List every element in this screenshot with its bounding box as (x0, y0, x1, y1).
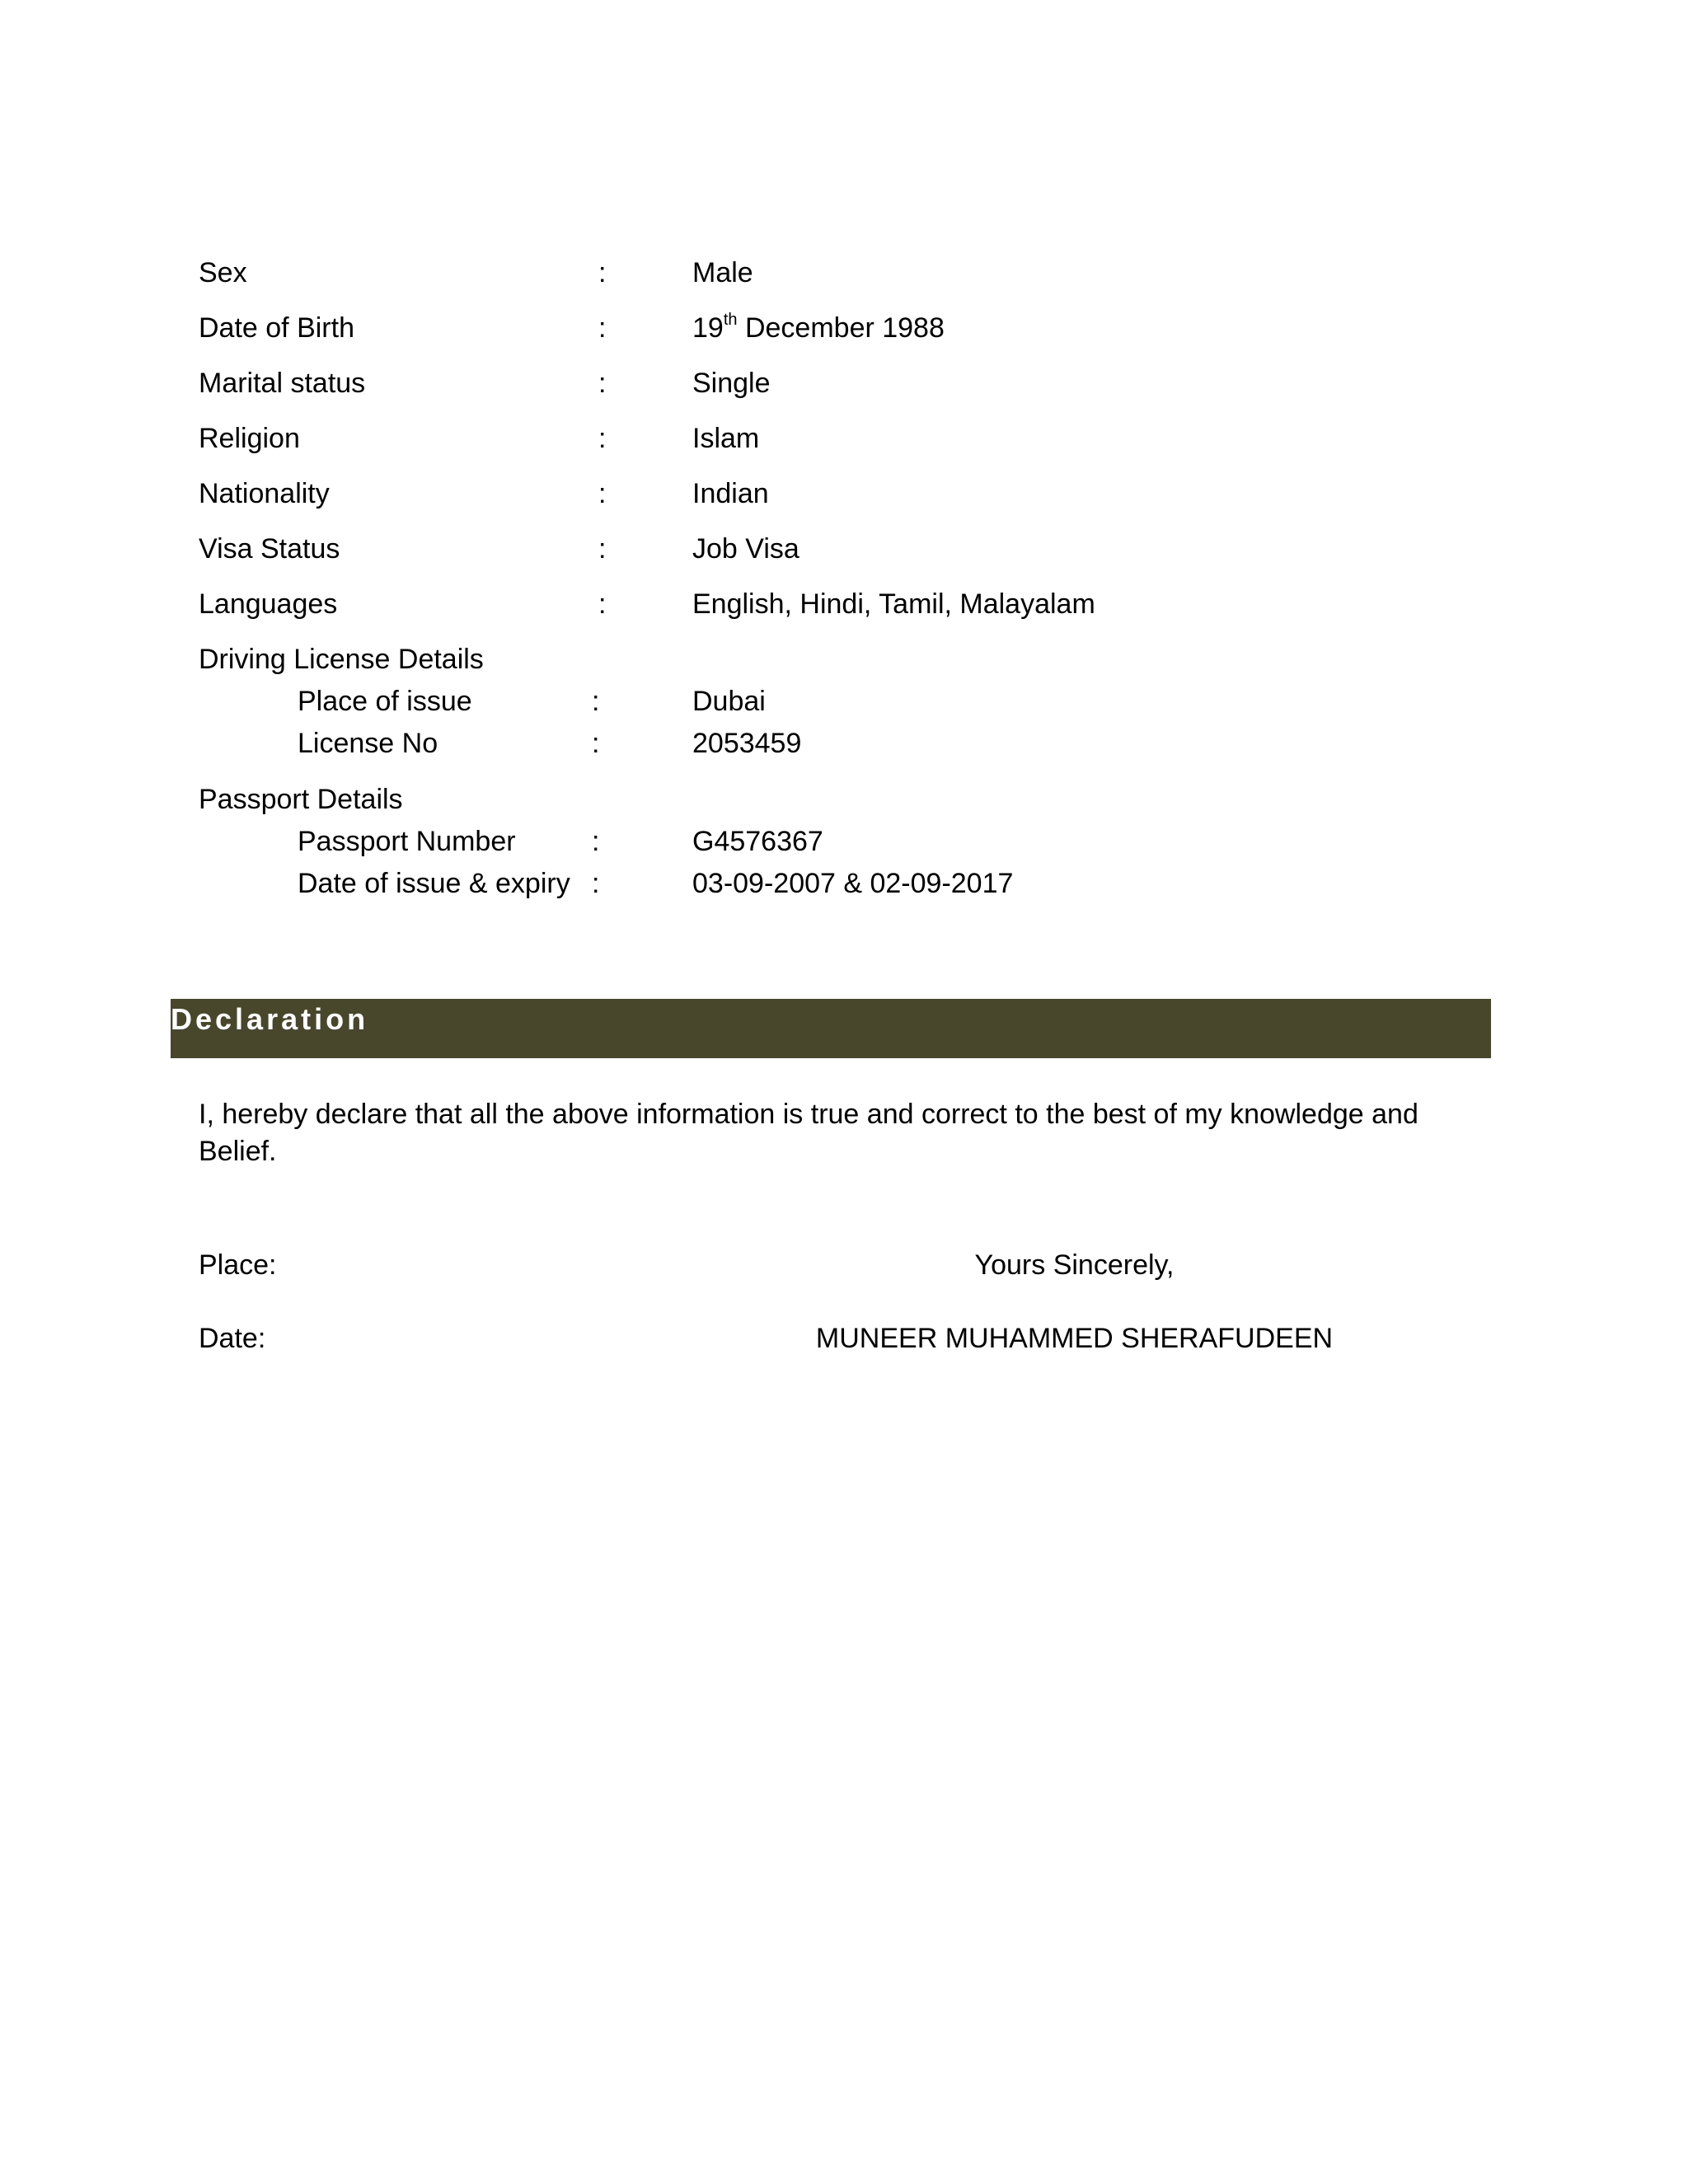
closing-text: Yours Sincerely, (974, 1249, 1175, 1281)
passport-dates-row (0, 862, 1688, 905)
driving-license-heading-row (0, 638, 1688, 681)
languages-separator: : (598, 588, 607, 620)
marital-status-row (0, 362, 1688, 405)
religion-row (0, 417, 1688, 460)
passport-dates-label: Date of issue & expiry (298, 868, 570, 899)
declaration-title: Declaration (171, 1002, 369, 1036)
passport-number-label: Passport Number (298, 826, 516, 857)
languages-label: Languages (199, 588, 338, 620)
license-place-separator: : (592, 686, 600, 717)
passport-number-row (0, 820, 1688, 863)
sex-label: Sex (199, 257, 247, 288)
license-number-label: License No (298, 728, 438, 759)
license-number-value: 2053459 (692, 728, 802, 759)
dob-row (0, 307, 1688, 349)
dob-separator: : (598, 312, 607, 344)
visa-status-separator: : (598, 533, 607, 565)
passport-heading-row (0, 778, 1688, 821)
dob-ordinal-suffix: th (723, 310, 738, 329)
passport-heading: Passport Details (199, 784, 403, 815)
signatory-name: MUNEER MUHAMMED SHERAFUDEEN (815, 1323, 1334, 1354)
place-label: Place: (199, 1249, 277, 1281)
visa-status-value: Job Visa (692, 533, 799, 565)
dob-value (692, 307, 945, 349)
license-number-row (0, 722, 1688, 765)
languages-value: English, Hindi, Tamil, Malayalam (692, 588, 1095, 620)
passport-number-value: G4576367 (692, 826, 823, 857)
dob-day: 19 (692, 312, 724, 344)
languages-row (0, 583, 1688, 626)
nationality-separator: : (598, 478, 607, 509)
license-number-separator: : (592, 728, 600, 759)
sex-row (0, 251, 1688, 294)
nationality-value: Indian (692, 478, 769, 509)
closing-line (0, 1244, 1688, 1286)
marital-status-label: Marital status (199, 368, 366, 399)
dob-month-year: December 1988 (737, 312, 945, 344)
marital-status-separator: : (598, 368, 607, 399)
declaration-section-bar (171, 999, 1491, 1058)
sex-separator: : (598, 257, 607, 288)
declaration-text: I, hereby declare that all the above information is true and correct to the best of my knowledge and Belief. (199, 1099, 1418, 1167)
visa-status-row (0, 527, 1688, 570)
nationality-row (0, 472, 1688, 515)
nationality-label: Nationality (199, 478, 330, 509)
marital-status-value: Single (692, 368, 771, 399)
driving-license-heading: Driving License Details (199, 644, 484, 675)
license-place-label: Place of issue (298, 686, 472, 717)
license-place-row (0, 680, 1688, 723)
religion-separator: : (598, 423, 607, 454)
passport-dates-separator: : (592, 868, 600, 899)
passport-number-separator: : (592, 826, 600, 857)
religion-value: Islam (692, 423, 760, 454)
license-place-value: Dubai (692, 686, 766, 717)
dob-label: Date of Birth (199, 312, 354, 344)
sex-value: Male (692, 257, 753, 288)
signatory-line (0, 1317, 1688, 1360)
passport-dates-value: 03-09-2007 & 02-09-2017 (692, 868, 1014, 899)
visa-status-label: Visa Status (199, 533, 340, 565)
religion-label: Religion (199, 423, 300, 454)
date-label: Date: (199, 1323, 266, 1354)
